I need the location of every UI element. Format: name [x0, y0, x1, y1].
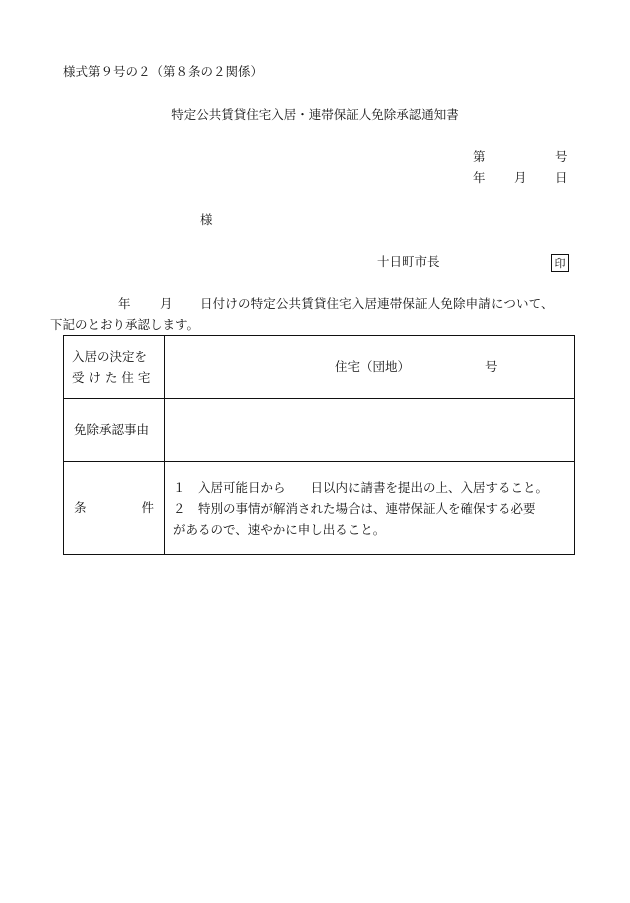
table-row-conditions	[64, 462, 575, 555]
number-prefix: 第	[473, 149, 486, 164]
body-text-line2: 下記のとおり承認します。	[50, 317, 200, 332]
table-row-reason	[64, 399, 575, 462]
body-month: 月	[160, 296, 173, 311]
conditions-label-b: 件	[141, 499, 154, 515]
form-number: 様式第９号の２（第８条の２関係）	[63, 64, 264, 79]
conditions-label-a: 条	[74, 499, 87, 515]
number-suffix: 号	[555, 149, 568, 164]
condition-2-line1: ２ 特別の事情が解消された場合は、連帯保証人を確保する必要	[173, 500, 536, 516]
condition-2-line2: があるので、速やかに申し出ること。	[173, 521, 386, 537]
reason-label-text: 免除承認事由	[74, 421, 150, 437]
addressee-honorific: 様	[200, 212, 213, 227]
housing-value-cell	[165, 336, 575, 399]
housing-number-label: 号	[485, 359, 498, 374]
issuer-title: 十日町市長	[377, 254, 440, 269]
label-line2: 受 け た 住 宅	[72, 370, 151, 385]
date-year: 年	[473, 170, 486, 185]
condition-1: １ 入居可能日から 日以内に請書を提出の上、入居すること。	[173, 479, 549, 495]
body-year: 年	[118, 296, 131, 311]
date-month: 月	[514, 170, 527, 185]
label-exemption-reason	[64, 399, 165, 462]
approval-table	[63, 335, 575, 555]
date-day: 日	[555, 170, 568, 185]
label-line1: 入居の決定を	[72, 349, 148, 364]
body-text: 日付けの特定公共賃貸住宅入居連帯保証人免除申請について、	[200, 296, 554, 311]
conditions-value-cell	[165, 462, 575, 555]
label-conditions	[64, 462, 165, 555]
document-title: 特定公共賃貸住宅入居・連帯保証人免除承認通知書	[171, 107, 459, 122]
label-decided-housing	[64, 336, 165, 399]
reason-value-cell	[165, 399, 575, 462]
seal-mark: 印	[551, 254, 569, 272]
housing-complex-label: 住宅（団地）	[335, 359, 411, 374]
table-row-housing	[64, 336, 575, 399]
